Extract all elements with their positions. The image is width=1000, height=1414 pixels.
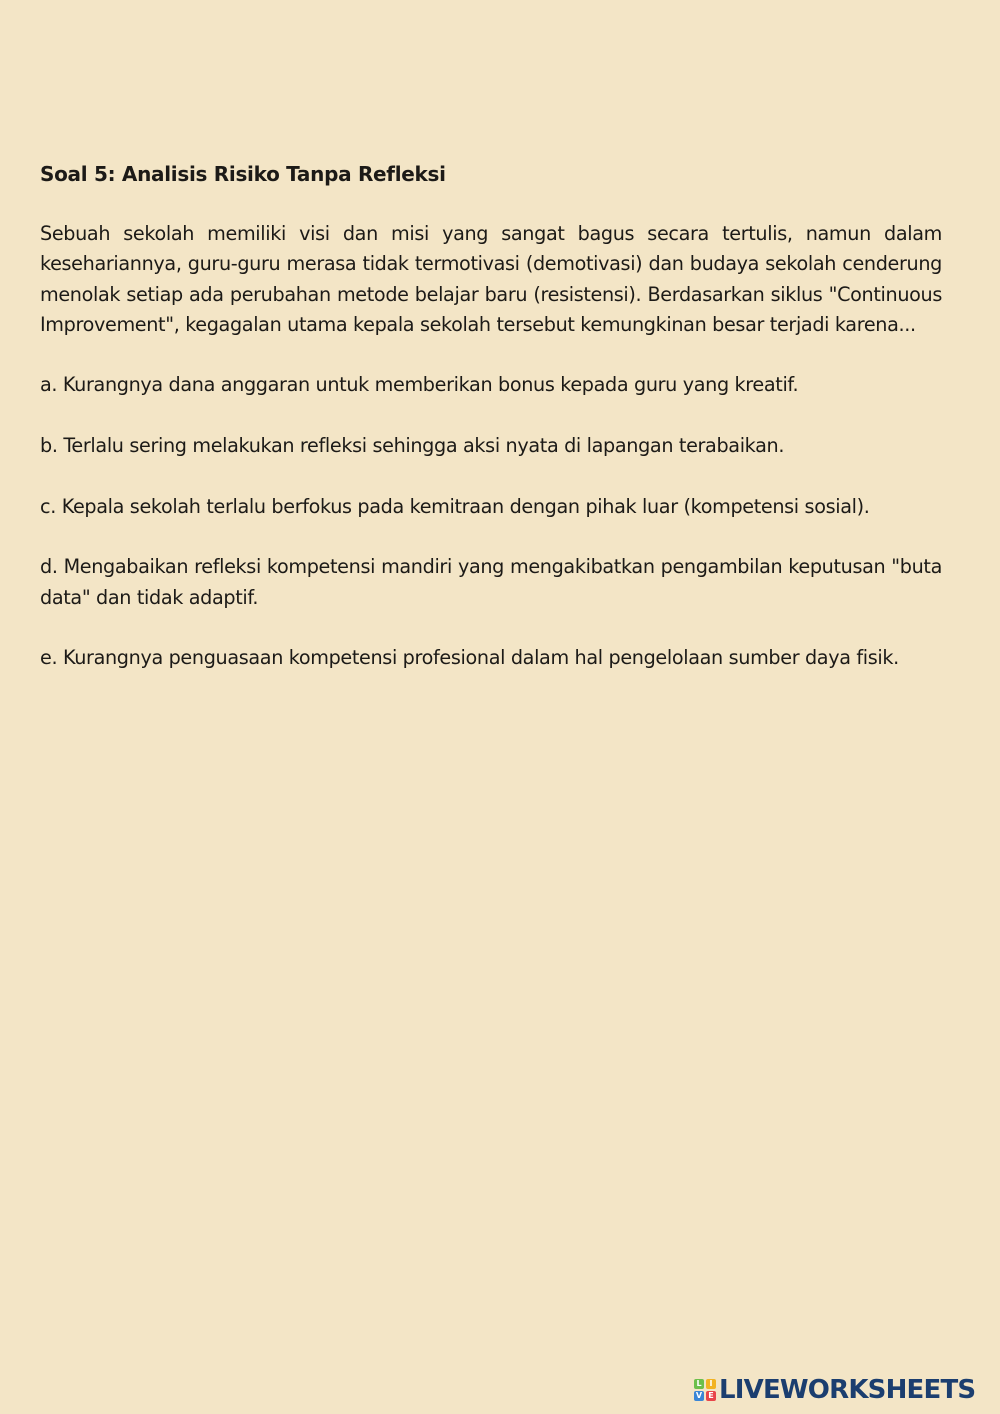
logo-block-v: V [695, 1391, 703, 1400]
option-e: e. Kurangnya penguasaan kompetensi profesional dalam hal pengelolaan sumber daya fisik. [40, 646, 899, 670]
logo-block-i: I [706, 1379, 716, 1389]
question-title: Soal 5: Analisis Risiko Tanpa Refleksi [40, 162, 446, 186]
logo-block-e: E [706, 1391, 716, 1401]
option-c: c. Kepala sekolah terlalu berfokus pada kemitraan dengan pihak luar (kompetensi sosial). [40, 494, 870, 518]
question-text: Sebuah sekolah memiliki visi dan misi yang sangat bagus secara tertulis, namun dalam kesehariannya, guru-guru merasa tidak termotivasi (demotivasi) dan budaya sekolah cenderung menolak setiap ada perubahan metode belajar baru (resistensi). Berdasarkan siklus "Continuous Improvement", kegagalan utama kepala sekolah tersebut kemungkinan besar terjadi karena... [40, 222, 942, 336]
worksheet-page [40, 159, 942, 704]
option-a: a. Kurangnya dana anggaran untuk memberikan bonus kepada guru yang kreatif. [40, 373, 799, 397]
logo-block-l: L [694, 1379, 704, 1389]
live-blocks-icon [694, 1379, 716, 1401]
liveworksheets-logo [694, 1376, 975, 1404]
option-d: d. Mengabaikan refleksi kompetensi mandiri yang mengakibatkan pengambilan keputusan "buta data" dan tidak adaptif. [40, 555, 942, 609]
option-b: b. Terlalu sering melakukan refleksi sehingga aksi nyata di lapangan terabaikan. [40, 434, 785, 458]
logo-wordmark: LIVEWORKSHEETS [719, 1375, 976, 1405]
